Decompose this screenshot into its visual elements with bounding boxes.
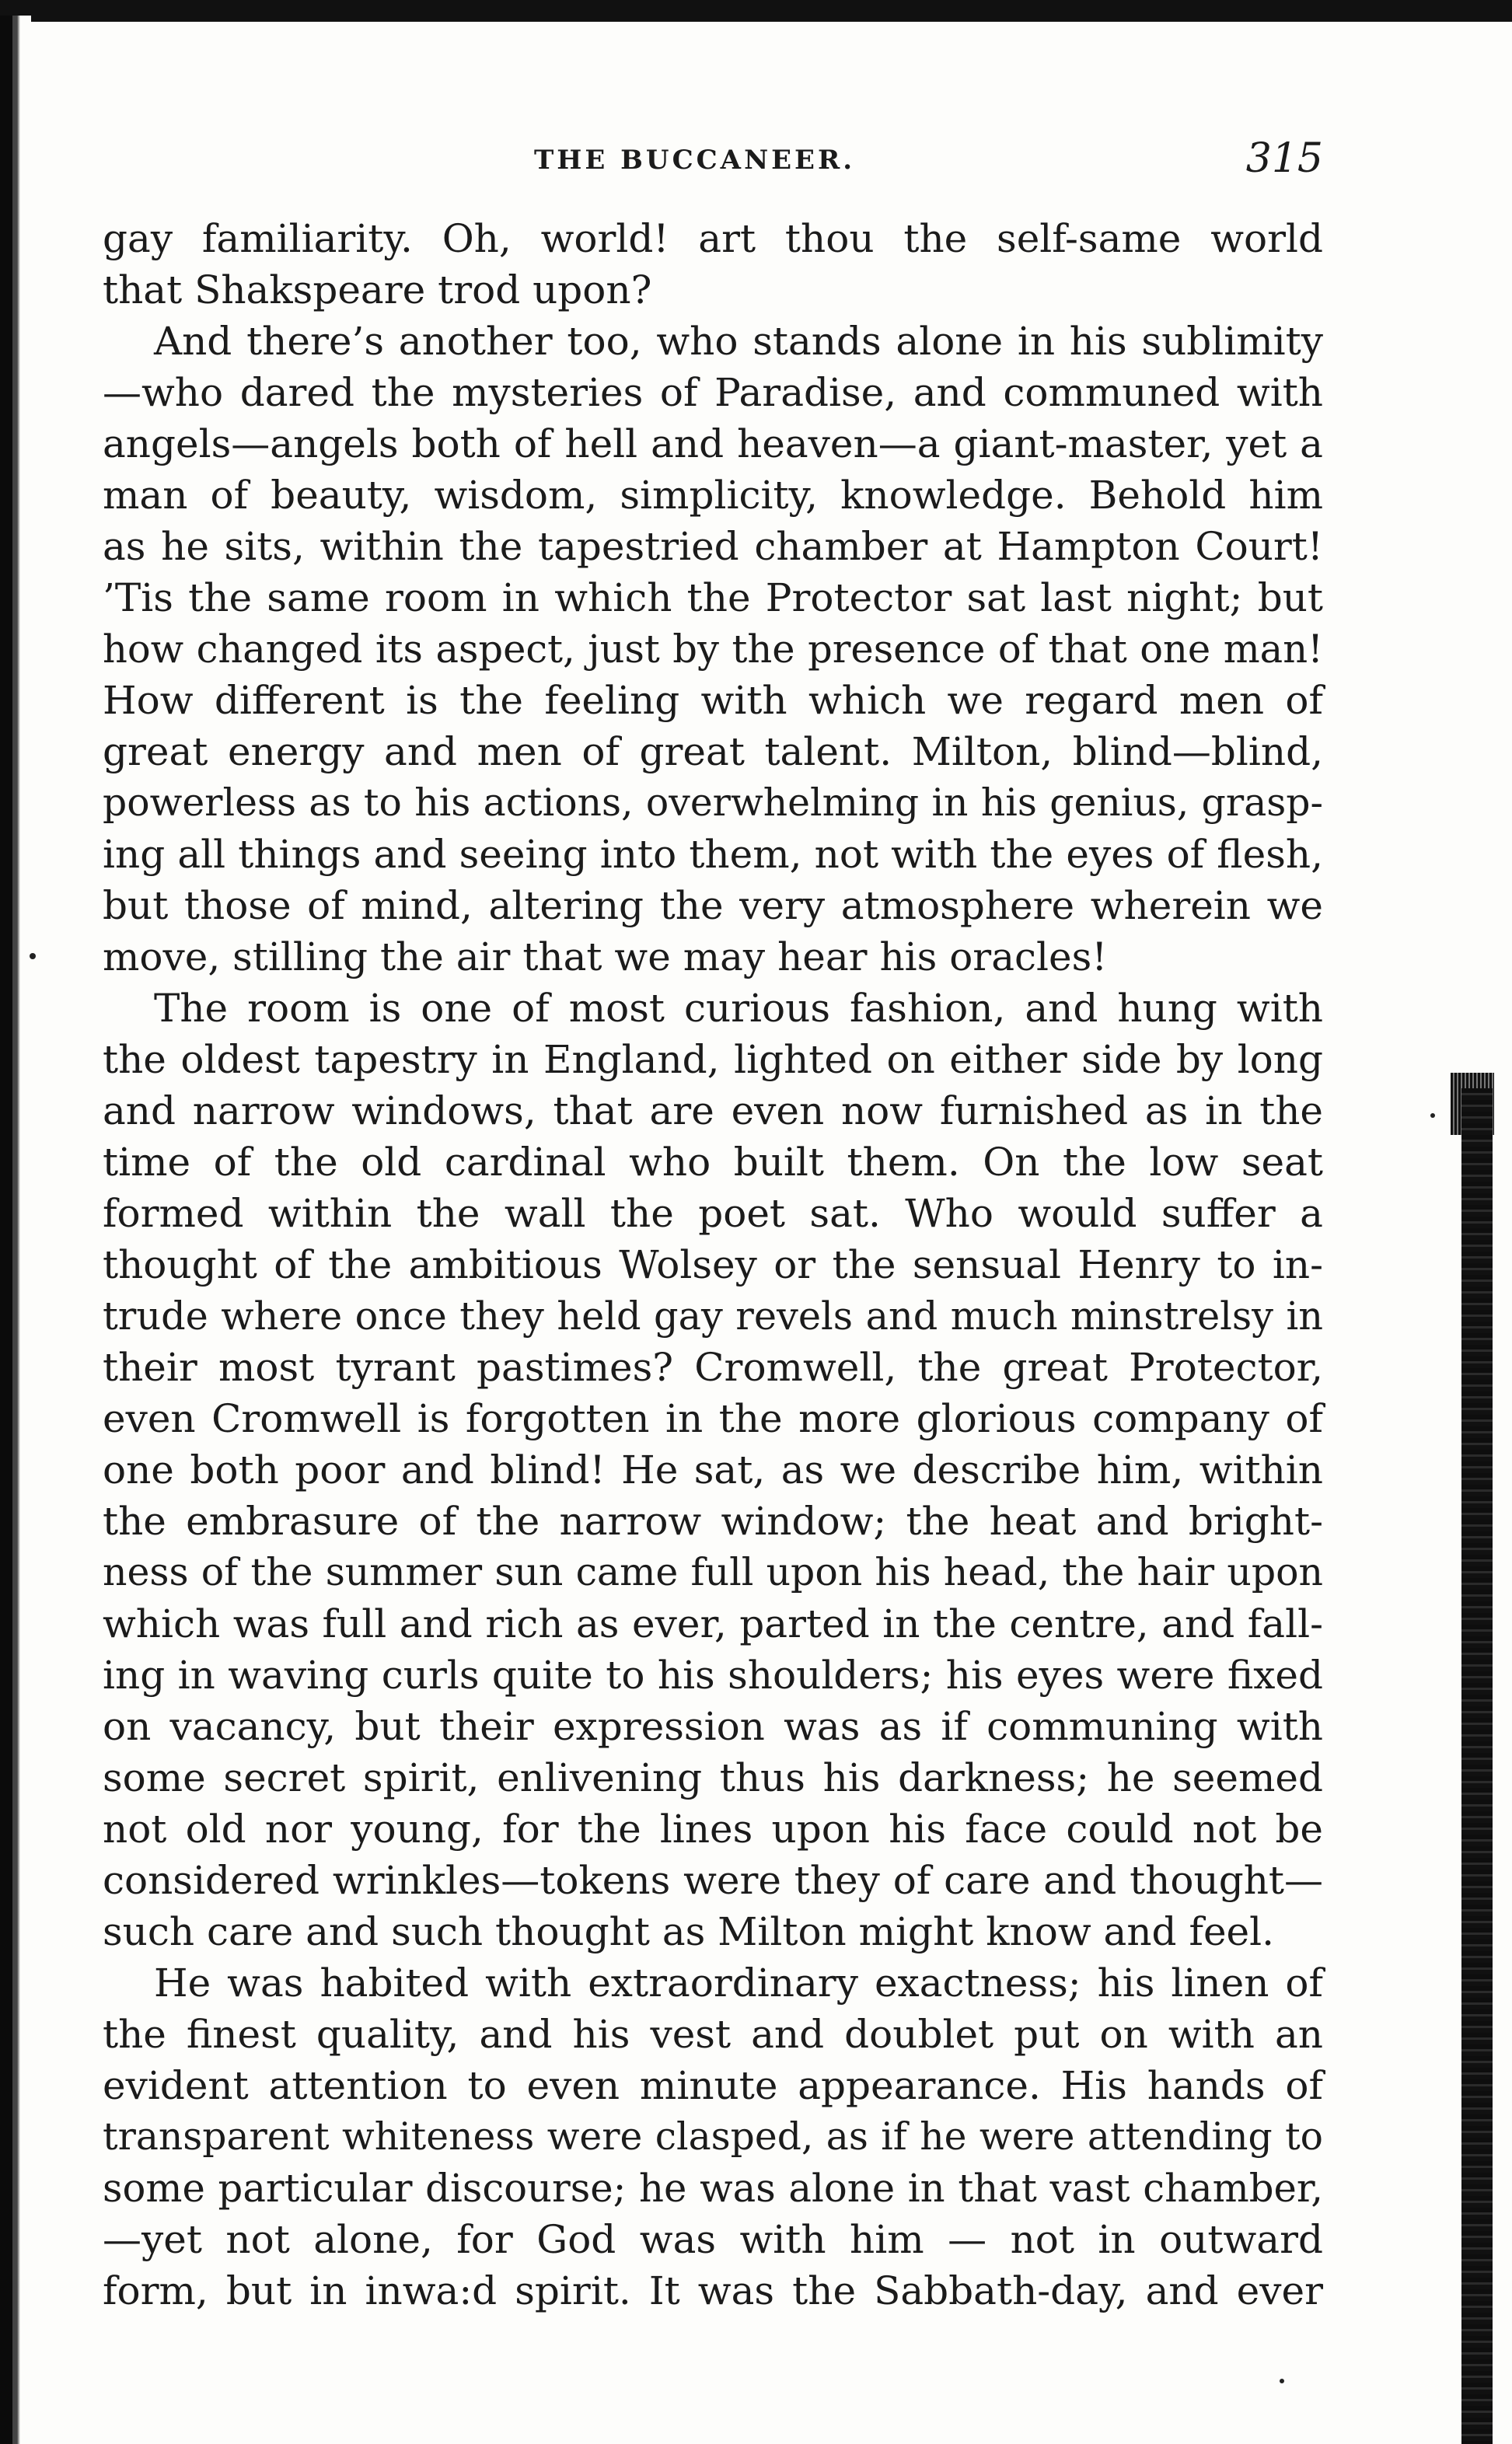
body-text bbox=[103, 213, 1323, 2317]
text-line: their most tyrant pastimes? Cromwell, the great Protector, bbox=[103, 1345, 1323, 1390]
text-line: form, but in inwa:d spirit. It was the Sabbath-day, and ever bbox=[103, 2268, 1323, 2313]
page-top-border-inner bbox=[31, 16, 1512, 22]
text-line: the embrasure of the narrow window; the heat and bright- bbox=[103, 1499, 1323, 1544]
text-line: even Cromwell is forgotten in the more glorious company of bbox=[103, 1396, 1323, 1441]
text-line: such care and such thought as Milton might know and feel. bbox=[103, 1909, 1275, 1954]
text-line: man of beauty, wisdom, simplicity, knowledge. Behold him bbox=[103, 473, 1323, 518]
text-line: and narrow windows, that are even now furnished as in the bbox=[103, 1088, 1323, 1133]
page-top-border bbox=[0, 0, 1512, 16]
text-line: —yet not alone, for God was with him — not in outward bbox=[103, 2217, 1323, 2262]
text-line: ing all things and seeing into them, not with the eyes of flesh, bbox=[103, 832, 1323, 877]
text-line: gay familiarity. Oh, world! art thou the self-same world bbox=[103, 216, 1323, 261]
page-number: 315 bbox=[1245, 135, 1323, 182]
page-left-border bbox=[0, 0, 31, 2444]
page-header bbox=[103, 135, 1323, 187]
text-line: evident attention to even minute appearance. His hands of bbox=[103, 2063, 1323, 2108]
text-line: angels—angels both of hell and heaven—a giant-master, yet a bbox=[103, 421, 1323, 466]
stray-ink-mark bbox=[30, 953, 36, 959]
text-line: the oldest tapestry in England, lighted on either side by long bbox=[103, 1037, 1323, 1082]
text-line: the finest quality, and his vest and doublet put on with an bbox=[103, 2012, 1323, 2057]
text-line: The room is one of most curious fashion, and hung with bbox=[154, 986, 1323, 1031]
text-line: but those of mind, altering the very atmosphere wherein we bbox=[103, 883, 1323, 928]
text-line: How different is the feeling with which we regard men of bbox=[103, 678, 1323, 723]
text-line: —who dared the mysteries of Paradise, and communed with bbox=[103, 370, 1323, 415]
text-line: as he sits, within the tapestried chamber at Hampton Court! bbox=[103, 524, 1323, 569]
text-line: that Shakspeare trod upon? bbox=[103, 267, 652, 312]
text-line: ing in waving curls quite to his shoulders; his eyes were fixed bbox=[103, 1653, 1323, 1698]
text-line: time of the old cardinal who built them. On the low seat bbox=[103, 1140, 1323, 1185]
text-line: He was habited with extraordinary exactness; his linen of bbox=[154, 1960, 1323, 2006]
text-line: on vacancy, but their expression was as if communing with bbox=[103, 1704, 1323, 1749]
text-line: transparent whiteness were clasped, as if he were attending to bbox=[103, 2115, 1323, 2159]
text-line: And there’s another too, who stands alone in his sublimity bbox=[154, 319, 1323, 364]
text-line: not old nor young, for the lines upon his face could not be bbox=[103, 1807, 1323, 1852]
text-line: ’Tis the same room in which the Protector sat last night; but bbox=[103, 575, 1323, 620]
text-line: some secret spirit, enlivening thus his darkness; he seemed bbox=[103, 1755, 1323, 1800]
text-line: powerless as to his actions, overwhelming in his genius, grasp- bbox=[103, 780, 1323, 825]
text-line: some particular discourse; he was alone in that vast chamber, bbox=[103, 2166, 1323, 2211]
stray-ink-mark bbox=[1430, 1113, 1435, 1118]
stray-ink-mark bbox=[1280, 2379, 1284, 2383]
text-line: which was full and rich as ever, parted in the centre, and fall- bbox=[103, 1601, 1323, 1646]
text-line: one both poor and blind! He sat, as we describe him, within bbox=[103, 1447, 1323, 1493]
text-line: considered wrinkles—tokens were they of care and thought— bbox=[103, 1858, 1323, 1903]
text-line: great energy and men of great talent. Milton, blind—blind, bbox=[103, 729, 1323, 774]
text-line: thought of the ambitious Wolsey or the sensual Henry to in- bbox=[103, 1242, 1323, 1287]
running-head: THE BUCCANEER. bbox=[534, 145, 856, 176]
text-line: ness of the summer sun came full upon his head, the hair upon bbox=[103, 1550, 1323, 1594]
text-line: move, stilling the air that we may hear his oracles! bbox=[103, 934, 1108, 979]
text-line: formed within the wall the poet sat. Who would suffer a bbox=[103, 1191, 1323, 1236]
text-line: how changed its aspect, just by the presence of that one man! bbox=[103, 627, 1323, 672]
scan-edge-shadow bbox=[1461, 1088, 1493, 2444]
text-line: trude where once they held gay revels and much minstrelsy in bbox=[103, 1294, 1323, 1339]
